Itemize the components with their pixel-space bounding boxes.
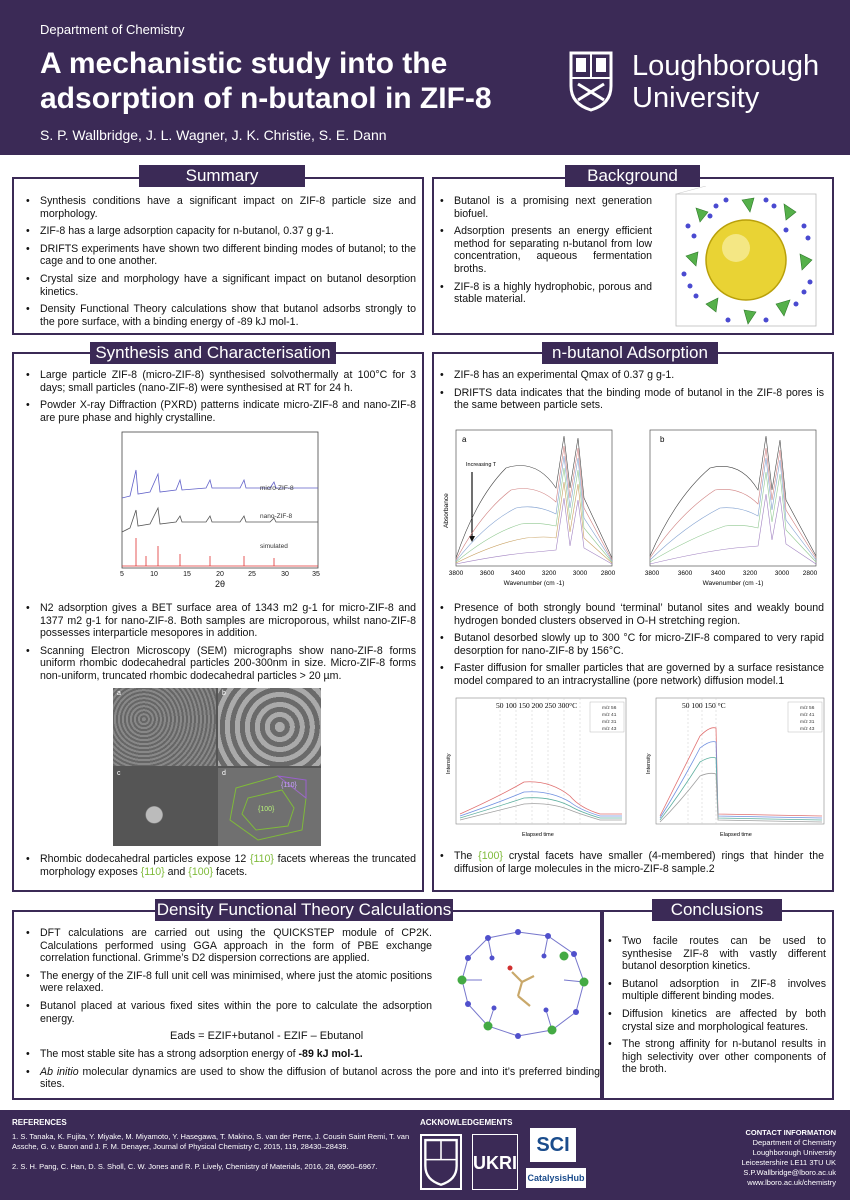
authors: S. P. Wallbridge, J. L. Wagner, J. K. Christie, S. E. Dann <box>40 127 387 143</box>
list-item: • ZIF-8 is a highly hydrophobic, porous and stable material. <box>440 281 652 306</box>
drifts-tick: 3800 <box>448 570 464 577</box>
tpd-legend-item: m/z 43 <box>800 727 815 732</box>
adsorption-list-bottom <box>440 850 824 880</box>
contact-information <box>742 1128 837 1188</box>
adsorption-title: n-butanol Adsorption <box>542 342 718 364</box>
pxrd-tick: 25 <box>248 571 256 578</box>
drifts-tick: 2800 <box>600 570 616 577</box>
drifts-tick: 3400 <box>510 570 526 577</box>
drifts-tick: 3400 <box>710 570 726 577</box>
pxrd-xlabel: 2θ <box>214 579 226 589</box>
background-title: Background <box>565 165 700 187</box>
list-item: • Adsorption presents an energy efficient method for separating n-butanol from low concentration, aqueous fermentation broths. <box>440 225 652 275</box>
list-item: • Rhombic dodecahedral particles expose 12 {110} facets whereas the truncated morphology exposes {110} and {100} facets. <box>26 853 416 878</box>
drifts-panel-label: b <box>660 435 665 444</box>
dft-pore-structure <box>448 918 598 1042</box>
sem-label-a: a <box>117 690 121 697</box>
list-item: • Butanol placed at various fixed sites within the pore to calculate the adsorption energy. <box>26 1000 432 1025</box>
list-item: • ZIF-8 has a large adsorption capacity for n-butanol, 0.37 g g-1. <box>26 225 416 238</box>
conclusions-list <box>608 935 826 1081</box>
adsorption-energy-equation: Eads = EZIF+butanol - EZIF – Ebutanol <box>170 1030 364 1042</box>
list-item: • The most stable site has a strong adsorption energy of -89 kJ mol-1. <box>26 1048 600 1061</box>
list-item: • Powder X-ray Diffraction (PXRD) patterns indicate micro-ZIF-8 and nano-ZIF-8 are pure phase and highly crystalline. <box>26 399 416 424</box>
tpd-legend-item: m/z 56 <box>602 706 617 711</box>
sem-panel-b <box>218 688 321 766</box>
list-item: • Butanol adsorption in ZIF-8 involves multiple different binding modes. <box>608 978 826 1003</box>
list-item: • Ab initio molecular dynamics are used to show the diffusion of butanol across the pore and into it’s preferred binding sites. <box>26 1066 600 1091</box>
list-item: • The strong affinity for n-butanol results in high selectivity over other components of the broth. <box>608 1038 826 1076</box>
list-item: • Butanol desorbed slowly up to 300 °C for micro-ZIF-8 compared to very rapid desorption for nano-ZIF-8 by 156°C. <box>440 632 824 657</box>
sem-label-c: c <box>117 770 121 777</box>
list-item: • DRIFTS data indicates that the binding mode of butanol in the ZIF-8 pores is the same between particle sets. <box>440 387 824 412</box>
contact-title: CONTACT INFORMATION <box>745 1128 836 1137</box>
drifts-increasing-label: Increasing T <box>466 462 497 468</box>
list-item: • Diffusion kinetics are affected by both crystal size and morphological features. <box>608 1008 826 1033</box>
list-item: • N2 adsorption gives a BET surface area of 1343 m2 g-1 for micro-ZIF-8 and 1377 m2 g-1 for nano-ZIF-8. Both samples are microporous, whilst nano-ZIF-8 possesses interparticle mesopores in addition. <box>26 602 416 640</box>
drifts-chart-a <box>436 428 616 588</box>
drifts-panel-label: a <box>462 435 467 444</box>
pxrd-label-micro: micro-ZIF-8 <box>260 485 294 492</box>
tpd-legend-item: m/z 41 <box>800 713 815 718</box>
contact-line: Leicestershire LE11 3TU UK <box>741 1158 836 1167</box>
sem-facet-100: {100} <box>258 806 275 813</box>
contact-email[interactable]: S.P.Wallbridge@lboro.ac.uk <box>743 1168 836 1177</box>
pxrd-tick: 30 <box>281 571 289 578</box>
tpd-legend-item: m/z 31 <box>602 720 617 725</box>
poster-header <box>0 0 850 155</box>
contact-line: Loughborough University <box>752 1148 836 1157</box>
lboro-logo <box>420 1134 462 1190</box>
list-item: • Two facile routes can be used to synthesise ZIF-8 with vastly different butanol desorption kinetics. <box>608 935 826 973</box>
tpd-temps-micro: 50 100 150 200 250 300°C <box>496 701 578 710</box>
pxrd-tick: 35 <box>312 571 320 578</box>
list-item: • DRIFTS experiments have shown two different binding modes of butanol; to the cage and to one another. <box>26 243 416 268</box>
adsorption-list-top <box>440 369 824 417</box>
pxrd-tick: 15 <box>183 571 191 578</box>
department-label: Department of Chemistry <box>40 22 185 37</box>
adsorption-list-mid <box>440 602 824 693</box>
references-title: REFERENCES <box>12 1118 67 1127</box>
tpd-xlabel: Elapsed time <box>522 832 554 838</box>
drifts-ylabel: Absorbance <box>443 493 450 528</box>
dft-list <box>26 927 432 1030</box>
list-item: • Butanol is a promising next generation biofuel. <box>440 195 652 220</box>
tpd-ylabel: Intensity <box>446 753 452 774</box>
list-item: • Scanning Electron Microscopy (SEM) micrographs show nano-ZIF-8 forms uniform rhombic dodecahedral particles 200-300nm in size. Micro-ZIF-8 forms non-uniform, truncated rhombic dodecahedral particles > 20 µm. <box>26 645 416 683</box>
list-item: • Faster diffusion for smaller particles that are governed by a surface resistance model compared to an intracrystalline (pore network) diffusion model.1 <box>440 662 824 687</box>
drifts-tick: 3800 <box>644 570 660 577</box>
conclusions-title: Conclusions <box>652 899 782 921</box>
synthesis-list-top <box>26 369 416 429</box>
pxrd-tick: 20 <box>216 571 224 578</box>
tpd-legend-item: m/z 41 <box>602 713 617 718</box>
university-name: Loughborough University <box>632 50 820 114</box>
contact-line: Department of Chemistry <box>752 1138 836 1147</box>
list-item: • The {100} crystal facets have smaller (4-membered) rings that hinder the diffusion of large molecules in the micro-ZIF-8 sample.2 <box>440 850 824 875</box>
reference-item: 1. S. Tanaka, K. Fujita, Y. Miyake, M. Miyamoto, Y. Hasegawa, T. Makino, S. van der Perre, J. Cousin Saint Remi, T. van Assche, G. v. Baron and J. F. M. Denayer, Journal of Physical Chemistry C, 2015, 119, 28430–28439. <box>12 1132 410 1151</box>
summary-title: Summary <box>139 165 305 187</box>
dft-list-bottom <box>26 1048 600 1096</box>
sem-panel-c <box>113 768 216 846</box>
background-list <box>440 195 652 311</box>
zif8-cage-figure <box>666 186 826 334</box>
summary-list <box>26 195 416 333</box>
pxrd-tick: 10 <box>150 571 158 578</box>
pxrd-tick: 5 <box>120 571 124 578</box>
sem-label-b: b <box>222 690 226 697</box>
reference-item: 2. S. H. Pang, C. Han, D. S. Sholl, C. W. Jones and R. P. Lively, Chemistry of Materials, 2016, 28, 6960–6967. <box>12 1162 378 1171</box>
poster-title: A mechanistic study into the adsorption of n-butanol in ZIF-8 <box>40 47 492 115</box>
sem-label-d: d <box>222 770 226 777</box>
drifts-tick: 2800 <box>802 570 818 577</box>
pxrd-chart <box>110 430 320 590</box>
sem-micrographs <box>113 688 321 846</box>
list-item: • Large particle ZIF-8 (micro-ZIF-8) synthesised solvothermally at 100°C for 3 days; small particles (nano-ZIF-8) were synthesised at RT for 24 h. <box>26 369 416 394</box>
synthesis-title: Synthesis and Characterisation <box>90 342 336 364</box>
drifts-xlabel: Wavenumber (cm -1) <box>702 580 764 587</box>
synthesis-list-mid <box>26 602 416 688</box>
pxrd-label-nano: nano-ZIF-8 <box>260 513 293 520</box>
catalysishub-logo: CatalysisHub <box>526 1168 586 1188</box>
university-crest-icon <box>568 50 614 112</box>
drifts-chart-b <box>630 428 820 588</box>
list-item: • ZIF-8 has an experimental Qmax of 0.37 g g-1. <box>440 369 824 382</box>
tpd-legend-item: m/z 56 <box>800 706 815 711</box>
drifts-tick: 3000 <box>774 570 790 577</box>
pxrd-label-simulated: simulated <box>260 543 288 550</box>
list-item: • Presence of both strongly bound ‘terminal’ butanol sites and weakly bound hydrogen bonded clusters observed in O-H stretching region. <box>440 602 824 627</box>
contact-website[interactable]: www.lboro.ac.uk/chemistry <box>747 1178 836 1187</box>
tpd-legend-item: m/z 43 <box>602 727 617 732</box>
sem-facet-110: {110} <box>281 782 297 789</box>
tpd-ylabel: Intensity <box>646 753 652 774</box>
drifts-tick: 3600 <box>479 570 495 577</box>
list-item: • Crystal size and morphology have a significant impact on butanol desorption kinetics. <box>26 273 416 298</box>
list-item: • Synthesis conditions have a significant impact on ZIF-8 particle size and morphology. <box>26 195 416 220</box>
list-item: • DFT calculations are carried out using the QUICKSTEP module of CP2K. Calculations performed using GGA approach in the form of PBE exchange correlation functional. Grimme’s D2 dispersion corrections are applied. <box>26 927 432 965</box>
acknowledgements-title: ACKNOWLEDGEMENTS <box>420 1118 513 1127</box>
list-item: • Density Functional Theory calculations show that butanol adsorbs strongly to the pore surface, with a binding energy of -89 kJ mol-1. <box>26 303 416 328</box>
tpd-chart-micro <box>440 696 628 844</box>
tpd-legend-item: m/z 31 <box>800 720 815 725</box>
drifts-xlabel: Wavenumber (cm -1) <box>503 580 565 587</box>
university-crest-icon <box>423 1137 459 1187</box>
ukri-logo: UKRI <box>472 1134 518 1190</box>
synthesis-list-bottom <box>26 853 416 883</box>
tpd-temps-nano: 50 100 150 °C <box>682 701 726 710</box>
tpd-chart-nano <box>640 696 826 844</box>
drifts-tick: 3000 <box>572 570 588 577</box>
sci-logo: SCI <box>530 1128 576 1162</box>
list-item: • The energy of the ZIF-8 full unit cell was minimised, where just the atomic positions were relaxed. <box>26 970 432 995</box>
poster-footer <box>0 1110 850 1200</box>
dft-title: Density Functional Theory Calculations <box>156 900 452 919</box>
drifts-tick: 3600 <box>677 570 693 577</box>
drifts-tick: 3200 <box>742 570 758 577</box>
tpd-xlabel: Elapsed time <box>720 832 752 838</box>
drifts-tick: 3200 <box>541 570 557 577</box>
sem-panel-a <box>113 688 216 766</box>
